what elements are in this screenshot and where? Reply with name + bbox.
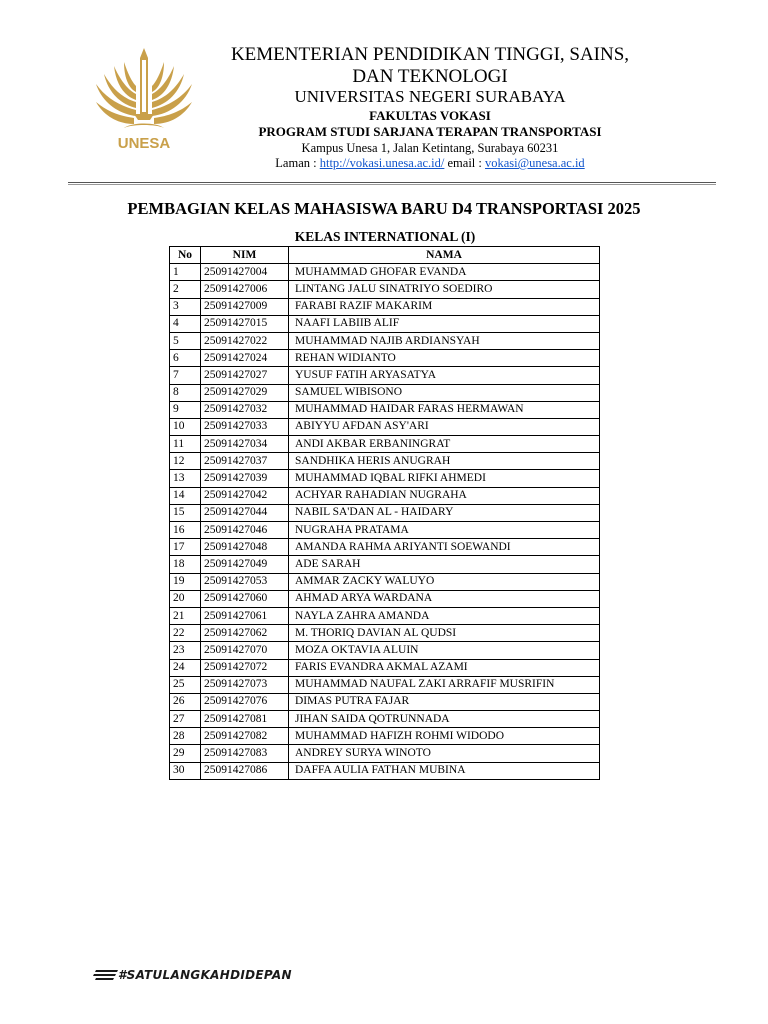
row-nama: DAFFA AULIA FATHAN MUBINA — [289, 762, 600, 779]
row-nama: SANDHIKA HERIS ANUGRAH — [289, 453, 600, 470]
row-nama: NAAFI LABIIB ALIF — [289, 315, 600, 332]
row-no: 28 — [170, 728, 201, 745]
row-no: 1 — [170, 264, 201, 281]
row-nim: 25091427048 — [201, 539, 289, 556]
row-no: 16 — [170, 522, 201, 539]
row-nama: MUHAMMAD GHOFAR EVANDA — [289, 264, 600, 281]
row-nama: JIHAN SAIDA QOTRUNNADA — [289, 711, 600, 728]
row-nama: ADE SARAH — [289, 556, 600, 573]
row-nim: 25091427083 — [201, 745, 289, 762]
row-no: 10 — [170, 418, 201, 435]
row-nim: 25091427053 — [201, 573, 289, 590]
header-nama: NAMA — [289, 247, 600, 264]
table-row — [170, 659, 600, 676]
footer-hashtag — [92, 966, 292, 984]
row-nama: DIMAS PUTRA FAJAR — [289, 693, 600, 710]
address: Kampus Unesa 1, Jalan Ketintang, Surabaya 60231 — [301, 141, 559, 155]
table-row — [170, 711, 600, 728]
university-name: UNIVERSITAS NEGERI SURABAYA — [294, 87, 566, 106]
table-row — [170, 264, 600, 281]
contact-line — [205, 157, 655, 170]
student-table — [169, 246, 600, 780]
row-nama: MUHAMMAD IQBAL RIFKI AHMEDI — [289, 470, 600, 487]
table-body — [170, 264, 600, 780]
row-nama: FARIS EVANDRA AKMAL AZAMI — [289, 659, 600, 676]
unesa-logo — [88, 44, 200, 156]
ministry-line-2: DAN TEKNOLOGI — [352, 66, 508, 87]
table-row — [170, 762, 600, 779]
table-row — [170, 607, 600, 624]
row-nim: 25091427061 — [201, 607, 289, 624]
row-nama: NUGRAHA PRATAMA — [289, 522, 600, 539]
table-row — [170, 642, 600, 659]
row-nama: FARABI RAZIF MAKARIM — [289, 298, 600, 315]
hashtag-text: #SATULANGKAHDIDEPAN — [118, 968, 292, 982]
table-row — [170, 298, 600, 315]
row-nim: 25091427082 — [201, 728, 289, 745]
table-row — [170, 522, 600, 539]
row-nim: 25091427015 — [201, 315, 289, 332]
row-nim: 25091427073 — [201, 676, 289, 693]
table-row — [170, 418, 600, 435]
table-row — [170, 487, 600, 504]
row-no: 18 — [170, 556, 201, 573]
row-no: 15 — [170, 504, 201, 521]
table-row — [170, 332, 600, 349]
header-nim: NIM — [201, 247, 289, 264]
row-nama: MUHAMMAD NAUFAL ZAKI ARRAFIF MUSRIFIN — [289, 676, 600, 693]
row-no: 14 — [170, 487, 201, 504]
class-title: KELAS INTERNATIONAL (I) — [294, 229, 476, 244]
row-no: 12 — [170, 453, 201, 470]
row-nama: SAMUEL WIBISONO — [289, 384, 600, 401]
row-nama: AMMAR ZACKY WALUYO — [289, 573, 600, 590]
row-nim: 25091427034 — [201, 436, 289, 453]
row-nim: 25091427024 — [201, 350, 289, 367]
row-nim: 25091427037 — [201, 453, 289, 470]
row-no: 27 — [170, 711, 201, 728]
table-row — [170, 367, 600, 384]
row-nama: M. THORIQ DAVIAN AL QUDSI — [289, 625, 600, 642]
letterhead-divider-thin — [68, 184, 716, 185]
table-row — [170, 504, 600, 521]
row-no: 9 — [170, 401, 201, 418]
speed-lines-icon — [92, 969, 118, 981]
row-nim: 25091427049 — [201, 556, 289, 573]
table-row — [170, 350, 600, 367]
logo-lettering: UNESA — [117, 135, 171, 152]
table-row — [170, 470, 600, 487]
row-no: 11 — [170, 436, 201, 453]
table-row — [170, 590, 600, 607]
table-row — [170, 573, 600, 590]
row-nim: 25091427060 — [201, 590, 289, 607]
row-nama: ANDI AKBAR ERBANINGRAT — [289, 436, 600, 453]
row-nama: ACHYAR RAHADIAN NUGRAHA — [289, 487, 600, 504]
row-no: 6 — [170, 350, 201, 367]
table-row — [170, 625, 600, 642]
row-nama: MUHAMMAD HAIDAR FARAS HERMAWAN — [289, 401, 600, 418]
row-nama: AHMAD ARYA WARDANA — [289, 590, 600, 607]
table-row — [170, 693, 600, 710]
row-nama: YUSUF FATIH ARYASATYA — [289, 367, 600, 384]
header-no: No — [170, 247, 201, 264]
row-nim: 25091427033 — [201, 418, 289, 435]
row-nim: 25091427039 — [201, 470, 289, 487]
row-no: 22 — [170, 625, 201, 642]
row-nim: 25091427009 — [201, 298, 289, 315]
website-prefix: Laman : — [275, 156, 320, 170]
row-nama: NAYLA ZAHRA AMANDA — [289, 607, 600, 624]
row-no: 7 — [170, 367, 201, 384]
row-no: 26 — [170, 693, 201, 710]
row-nim: 25091427004 — [201, 264, 289, 281]
table-row — [170, 453, 600, 470]
ministry-line-1: KEMENTERIAN PENDIDIKAN TINGGI, SAINS, — [230, 44, 630, 65]
table-row — [170, 556, 600, 573]
row-no: 29 — [170, 745, 201, 762]
row-nim: 25091427046 — [201, 522, 289, 539]
row-no: 13 — [170, 470, 201, 487]
table-row — [170, 436, 600, 453]
table-row — [170, 539, 600, 556]
faculty-name: FAKULTAS VOKASI — [369, 108, 491, 123]
row-no: 20 — [170, 590, 201, 607]
row-nim: 25091427081 — [201, 711, 289, 728]
row-nim: 25091427042 — [201, 487, 289, 504]
email-link[interactable]: vokasi@unesa.ac.id — [485, 156, 585, 170]
row-nama: NABIL SA'DAN AL - HAIDARY — [289, 504, 600, 521]
row-no: 4 — [170, 315, 201, 332]
document-title: PEMBAGIAN KELAS MAHASISWA BARU D4 TRANSPORTASI 2025 — [127, 199, 641, 218]
row-nim: 25091427027 — [201, 367, 289, 384]
row-nim: 25091427032 — [201, 401, 289, 418]
email-prefix: email : — [444, 156, 485, 170]
row-no: 23 — [170, 642, 201, 659]
row-no: 2 — [170, 281, 201, 298]
table-row — [170, 745, 600, 762]
table-row — [170, 384, 600, 401]
table-row — [170, 728, 600, 745]
row-nim: 25091427070 — [201, 642, 289, 659]
row-nama: MOZA OKTAVIA ALUIN — [289, 642, 600, 659]
row-nama: AMANDA RAHMA ARIYANTI SOEWANDI — [289, 539, 600, 556]
row-nim: 25091427076 — [201, 693, 289, 710]
row-no: 5 — [170, 332, 201, 349]
program-name: PROGRAM STUDI SARJANA TERAPAN TRANSPORTASI — [258, 124, 602, 139]
row-nama: ANDREY SURYA WINOTO — [289, 745, 600, 762]
row-no: 21 — [170, 607, 201, 624]
letterhead-divider — [68, 182, 716, 183]
row-nama: LINTANG JALU SINATRIYO SOEDIRO — [289, 281, 600, 298]
row-nim: 25091427029 — [201, 384, 289, 401]
row-nama: MUHAMMAD NAJIB ARDIANSYAH — [289, 332, 600, 349]
table-row — [170, 401, 600, 418]
row-no: 30 — [170, 762, 201, 779]
row-nim: 25091427062 — [201, 625, 289, 642]
row-nim: 25091427072 — [201, 659, 289, 676]
row-nama: REHAN WIDIANTO — [289, 350, 600, 367]
row-no: 17 — [170, 539, 201, 556]
table-row — [170, 315, 600, 332]
row-nama: ABIYYU AFDAN ASY'ARI — [289, 418, 600, 435]
row-nim: 25091427086 — [201, 762, 289, 779]
row-no: 3 — [170, 298, 201, 315]
row-nim: 25091427006 — [201, 281, 289, 298]
row-no: 19 — [170, 573, 201, 590]
table-row — [170, 281, 600, 298]
row-no: 25 — [170, 676, 201, 693]
table-row — [170, 676, 600, 693]
row-no: 8 — [170, 384, 201, 401]
row-nim: 25091427044 — [201, 504, 289, 521]
table-header-row — [170, 247, 600, 264]
row-nim: 25091427022 — [201, 332, 289, 349]
row-no: 24 — [170, 659, 201, 676]
website-link[interactable]: http://vokasi.unesa.ac.id/ — [319, 156, 445, 170]
row-nama: MUHAMMAD HAFIZH ROHMI WIDODO — [289, 728, 600, 745]
